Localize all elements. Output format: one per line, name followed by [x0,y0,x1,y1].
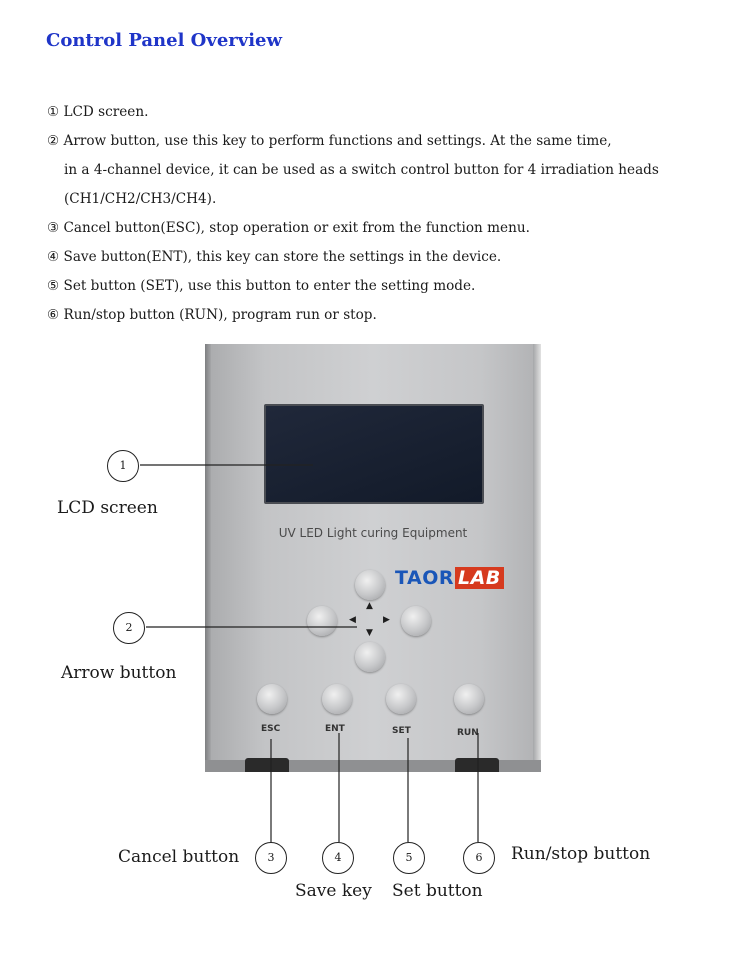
description-list [47,98,737,330]
ent-label: ENT [325,724,345,734]
desc-cancel: ③ Cancel button(ESC), stop operation or exit from the function menu. [47,220,530,236]
callout-3: 3 [255,842,287,874]
arrow-left-icon: ◀ [349,615,356,625]
device-photo [205,344,541,772]
callout-1: 1 [107,450,139,482]
brand-logo [395,567,504,589]
desc-save: ④ Save button(ENT), this key can store the settings in the device. [47,249,502,265]
lcd-screen [264,404,484,504]
brand-main: TAOR [395,567,454,589]
caption-run-stop-button: Run/stop button [511,844,651,864]
callout-4: 4 [322,842,354,874]
brand-box: LAB [455,567,504,589]
caption-save-key: Save key [295,881,372,901]
desc-set: ⑤ Set button (SET), use this button to enter the setting mode. [47,278,476,294]
caption-cancel-button: Cancel button [118,847,240,867]
callout-2: 2 [113,612,145,644]
device-edge-left [205,344,211,772]
run-button [454,684,484,714]
desc-arrow-2: in a 4-channel device, it can be used as a switch control button for 4 irradiation heads [64,162,659,178]
page-title: Control Panel Overview [46,30,283,51]
callout-5: 5 [393,842,425,874]
desc-arrow-3: (CH1/CH2/CH3/CH4). [64,191,217,207]
run-label: RUN [457,728,479,738]
arrow-down-button [355,642,385,672]
arrow-left-button [307,606,337,636]
caption-lcd-screen: LCD screen [57,498,158,518]
arrow-right-button [401,606,431,636]
desc-lcd: ① LCD screen. [47,104,149,120]
set-button [386,684,416,714]
device-foot-right [455,758,499,772]
arrow-right-icon: ▶ [383,615,390,625]
device-edge-right [533,344,541,772]
callout-6: 6 [463,842,495,874]
caption-set-button: Set button [392,881,483,901]
esc-label: ESC [261,724,281,734]
arrow-down-icon: ▼ [366,628,373,638]
arrow-up-button [355,570,385,600]
set-label: SET [392,726,411,736]
caption-arrow-button: Arrow button [61,663,177,683]
desc-run: ⑥ Run/stop button (RUN), program run or stop. [47,307,377,323]
desc-arrow-1: ② Arrow button, use this key to perform functions and settings. At the same time, [47,133,612,149]
device-foot-left [245,758,289,772]
esc-button [257,684,287,714]
arrow-up-icon: ▲ [366,601,373,611]
device-label: UV LED Light curing Equipment [278,526,468,540]
ent-button [322,684,352,714]
